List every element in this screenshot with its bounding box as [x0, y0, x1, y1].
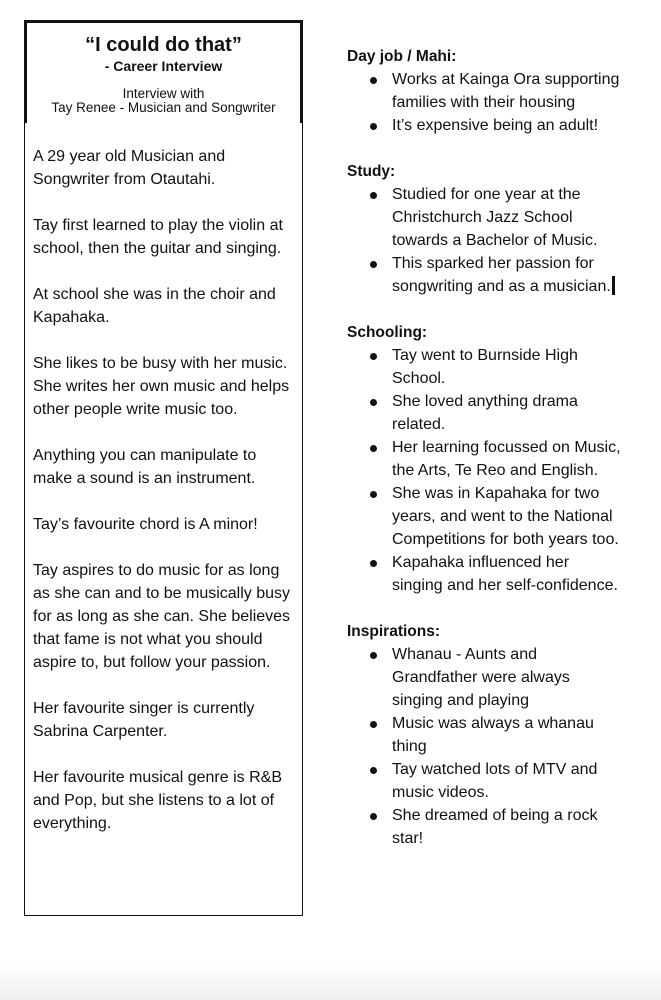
- list-item: [347, 436, 624, 482]
- section-study: [347, 160, 647, 298]
- list-item-text: Music was always a whanau thing: [392, 715, 594, 755]
- section-schooling: [347, 321, 647, 597]
- list-item: [347, 344, 624, 390]
- section-heading: Inspirations:: [347, 623, 441, 640]
- bullet-icon: [370, 445, 377, 452]
- section-heading: Study:: [347, 163, 396, 180]
- profile-paragraph: Tay’s favourite chord is A minor!: [33, 516, 258, 533]
- title-box: [24, 20, 303, 126]
- list-item: [347, 482, 624, 551]
- list-item-text: She was in Kapahaka for two years, and went to the National Competitions for both years too.: [392, 485, 619, 548]
- details-column: [347, 45, 647, 873]
- list-item: [347, 183, 624, 252]
- profile-text: [33, 145, 299, 858]
- list-item-text: Studied for one year at the Christchurch Jazz School towards a Bachelor of Music.: [392, 186, 598, 249]
- bullet-icon: [370, 261, 377, 268]
- profile-paragraph: Her favourite singer is currently Sabrina Carpenter.: [33, 700, 255, 740]
- document-title: “I could do that”: [85, 34, 242, 56]
- profile-paragraph: A 29 year old Musician and Songwriter from Otautahi.: [33, 148, 226, 188]
- list-item: [347, 68, 624, 114]
- section-inspirations: [347, 620, 647, 850]
- interview-line-2: Tay Renee - Musician and Songwriter: [51, 100, 276, 115]
- text-cursor: [612, 276, 615, 295]
- section-heading: Schooling:: [347, 324, 428, 341]
- list-item-text: Tay went to Burnside High School.: [392, 347, 578, 387]
- profile-paragraph: Tay first learned to play the violin at school, then the guitar and singing.: [33, 217, 283, 257]
- section-day-job: [347, 45, 647, 137]
- list-item: [347, 114, 624, 137]
- bullet-icon: [370, 560, 377, 567]
- list-item: [347, 712, 624, 758]
- list-item[interactable]: [347, 252, 624, 298]
- list-item-text: Kapahaka influenced her singing and her self-confidence.: [392, 554, 618, 594]
- bullet-icon: [370, 399, 377, 406]
- list-item: [347, 643, 624, 712]
- bullet-icon: [370, 721, 377, 728]
- profile-paragraph: She likes to be busy with her music. She writes her own music and helps other people write music too.: [33, 355, 290, 418]
- profile-paragraph: Tay aspires to do music for as long as she can and to be musically busy for as long as she can. She believes that fame is not what you should aspire to, but follow your passion.: [33, 562, 291, 671]
- bullet-icon: [370, 652, 377, 659]
- list-item-text: It’s expensive being an adult!: [392, 117, 599, 134]
- bullet-icon: [370, 77, 377, 84]
- profile-paragraph: At school she was in the choir and Kapahaka.: [33, 286, 276, 326]
- bullet-icon: [370, 813, 377, 820]
- interview-line-1: Interview with: [122, 86, 205, 101]
- bullet-icon: [370, 767, 377, 774]
- list-item: [347, 551, 624, 597]
- list-item-text: Her learning focussed on Music, the Arts, Te Reo and English.: [392, 439, 621, 479]
- profile-box: [24, 123, 303, 916]
- bullet-icon: [370, 353, 377, 360]
- list-item-text: Tay watched lots of MTV and music videos.: [392, 761, 598, 801]
- list-item: [347, 390, 624, 436]
- list-item-text[interactable]: This sparked her passion for songwriting and as a musician.: [392, 255, 611, 295]
- list-item: [347, 804, 624, 850]
- section-heading: Day job / Mahi:: [347, 48, 457, 65]
- list-item-text: Whanau - Aunts and Grandfather were always singing and playing: [392, 646, 570, 709]
- profile-paragraph: Anything you can manipulate to make a sound is an instrument.: [33, 447, 257, 487]
- list-item-text: She loved anything drama related.: [392, 393, 578, 433]
- bullet-icon: [370, 123, 377, 130]
- profile-paragraph: Her favourite musical genre is R&B and Pop, but she listens to a lot of everything.: [33, 769, 282, 832]
- document-subtitle: - Career Interview: [104, 58, 223, 74]
- bullet-icon: [370, 491, 377, 498]
- list-item: [347, 758, 624, 804]
- bullet-icon: [370, 192, 377, 199]
- list-item-text: Works at Kainga Ora supporting families with their housing: [392, 71, 620, 111]
- list-item-text: She dreamed of being a rock star!: [392, 807, 598, 847]
